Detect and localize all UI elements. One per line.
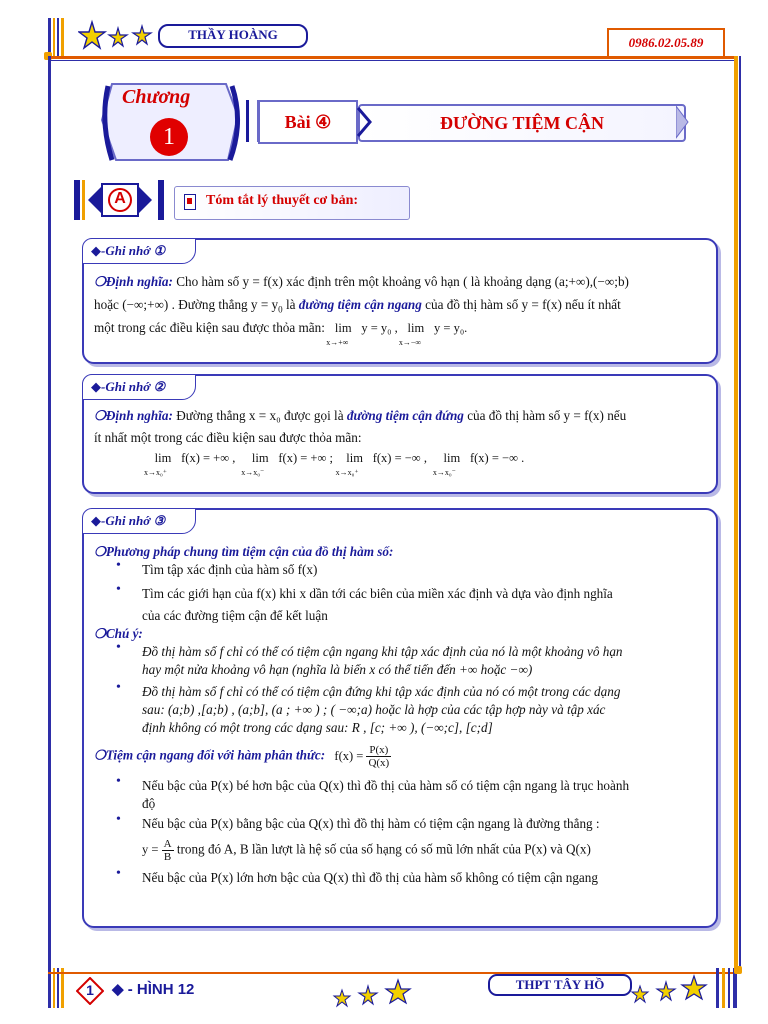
rational-fraction [366,744,391,769]
ab-fraction [162,838,174,863]
note-2b: sau: (a;b) ,[a;b) , (a;b], (a ; +∞ ) ; ( −∞;a) hoặc là hợp của các tập hợp này và tập xác [142,702,606,717]
bullet-icon: • [116,582,121,597]
vlimit-3-op: lim [346,451,363,465]
header-stars-decoration [78,18,160,58]
footer-stars-right-decoration [628,972,712,1010]
box1-line2 [94,295,714,320]
box2-limits-row [144,448,708,477]
note-1b: hay một nửa khoảng vô hạn (nghĩa là biến x có thể tiến đến +∞ hoặc −∞) [142,662,533,677]
vlimit-3 [335,448,370,477]
vlimit-1-sub: x→x₀⁺ [144,468,168,477]
box1-line3 [94,318,714,347]
remember-box-1 [82,238,718,364]
vlimit-1 [144,448,178,477]
bullet-icon: • [116,866,121,881]
header-rule-thin [48,60,738,61]
note-1a: Đồ thị hàm số f chỉ có thể có tiệm cận ngang khi tập xác định của nó là một khoảng vô hạn [142,644,623,659]
limit-1-value: y = y₀ , [358,321,401,335]
method-title: ❍Phương pháp chung tìm tiệm cận của đồ thị hàm số: [94,544,394,559]
chapter-label: Chương [122,86,191,108]
section-a-title: Tóm tắt lý thuyết cơ bản: [206,193,359,208]
note-title: ❍Chú ý: [94,626,143,641]
vlimit-4-value: f(x) = −∞ . [466,451,525,465]
vlimit-4 [432,448,467,477]
method-step-1: Tìm tập xác định của hàm số f(x) [142,562,318,577]
box2-line1-part2: của đồ thị hàm số y = f(x) nếu [463,408,627,423]
chapter-number-badge: 1 [150,118,188,156]
vlimit-2-sub: x→x₀⁻ [241,468,265,477]
box2-line1-part1: Đường thẳng x = x₀ được gọi là [172,408,347,423]
box2-line2: ít nhất một trong các điều kiện sau được thỏa mãn: [94,430,362,445]
rational-title: ❍Tiệm cận ngang đối với hàm phân thức: [94,747,326,763]
box1-line2-part1: hoặc (−∞;+∞) . Đường thẳng y = y [94,297,279,312]
limit-1 [326,318,358,347]
box2-line1 [94,406,714,425]
note-2a: Đồ thị hàm số f chỉ có thể có tiệm cận đứng khi tập xác định của nó có một trong các dạng [142,684,621,699]
vlimit-4-op: lim [443,451,461,465]
ab-formula-y: y = [142,842,162,857]
lesson-title-chevron-icon [356,106,374,138]
footer-left-stripes [48,968,74,1008]
vlimit-1-op: lim [154,451,172,465]
horizontal-asymptote-term: đường tiệm cận ngang [298,297,422,312]
vlimit-4-sub: x→x₀⁻ [432,468,456,477]
vlimit-2 [241,448,275,477]
header-left-stripes [48,18,74,58]
remember-tag-1: ◆-Ghi nhớ ① [82,238,196,264]
rational-numerator: P(x) [366,744,391,757]
section-a-letter: A [114,190,126,207]
rational-rule-1b: độ [142,796,156,811]
rational-rule-2: Nếu bậc của P(x) bằng bậc của Q(x) thì đồ thị hàm có tiệm cận ngang là đường thẳng : [142,816,600,831]
rational-rule-1a: Nếu bậc của P(x) bé hơn bậc của Q(x) thì đồ thị của hàm số có tiệm cận ngang là trục hoành [142,778,630,793]
box1-line3-text: một trong các điều kiện sau được thỏa mãn: [94,320,329,335]
remember-tag-2: ◆-Ghi nhớ ② [82,374,196,400]
section-a-bullet-icon [184,194,196,210]
vlimit-2-value: f(x) = +∞ ; [275,451,333,465]
teacher-name-badge: THẦY HOÀNG [158,24,308,48]
vlimit-1-value: f(x) = +∞ , [178,451,236,465]
box1-line1 [94,272,714,291]
ab-numerator: A [163,838,172,850]
remember-tag-3: ◆-Ghi nhớ ③ [82,508,196,534]
method-step-2b: của các đường tiệm cận để kết luận [142,608,328,623]
box1-line2-sub: 0 [278,304,283,315]
method-step-2a: Tìm các giới hạn của f(x) khi x dần tới các biên của miền xác định và dựa vào định nghĩa [142,586,613,601]
lesson-number-box: Bài ④ [258,100,358,144]
limit-2-value: y = y₀. [430,321,468,335]
box1-line2-part3: của đồ thị hàm số y = f(x) nếu ít nhất [421,297,621,312]
definition-label: ❍Định nghĩa: [94,274,173,289]
ab-formula-explanation: trong đó A, B lần lượt là hệ số của số hạng có số mũ lớn nhất của P(x) và Q(x) [173,841,591,857]
box1-line2-part2: là [282,297,299,312]
bullet-icon: • [116,774,121,789]
page-number: 1 [86,982,94,998]
vlimit-3-sub: x→x₀⁺ [335,468,359,477]
ab-denominator: B [163,851,172,863]
limit-1-sub: x→+∞ [326,338,349,347]
phone-number-box: 0986.02.05.89 [607,28,725,58]
rational-rule-2-formula-row [142,838,708,863]
left-page-border [48,56,51,971]
grade-label: ◆ - HÌNH 12 [112,981,195,998]
rational-title-row [94,744,714,769]
box1-line1-text: Cho hàm số y = f(x) xác định trên một khoảng vô hạn ( là khoảng dạng (a;+∞),(−∞;b) [172,274,629,289]
vlimit-2-op: lim [251,451,269,465]
limit-2-op: lim [407,321,425,335]
bullet-icon: • [116,640,121,655]
limit-1-op: lim [334,321,352,335]
remember-box-2 [82,374,718,494]
vlimit-3-value: f(x) = −∞ , [369,451,427,465]
footer-right-stripes [716,968,740,1008]
lesson-title-banner: ĐƯỜNG TIỆM CẬN [358,104,686,142]
limit-2-sub: x→−∞ [398,338,422,347]
school-name-badge: THPT TÂY HỒ [488,974,632,996]
right-page-border [734,56,738,971]
right-page-border-inner [739,56,741,971]
limit-2 [398,318,431,347]
rational-denominator: Q(x) [368,757,390,769]
lesson-title-arrow-icon [676,104,690,140]
remember-box-3 [82,508,718,928]
footer-stars-decoration [330,976,420,1012]
rational-f: f(x) = [334,748,367,763]
footer-corner-marker [734,966,742,974]
bullet-icon: • [116,558,121,573]
bullet-icon: • [116,812,121,827]
rational-rule-3: Nếu bậc của P(x) lớn hơn bậc của Q(x) thì đồ thị của hàm số không có tiệm cận ngang [142,870,598,885]
bullet-icon: • [116,680,121,695]
definition-label: ❍Định nghĩa: [94,408,173,423]
vertical-asymptote-term: đường tiệm cận đứng [346,408,464,423]
note-2c: định không có một trong các dạng sau: R , [c; +∞ ), (−∞;c], [c;d] [142,720,493,735]
header-rule [48,56,738,59]
